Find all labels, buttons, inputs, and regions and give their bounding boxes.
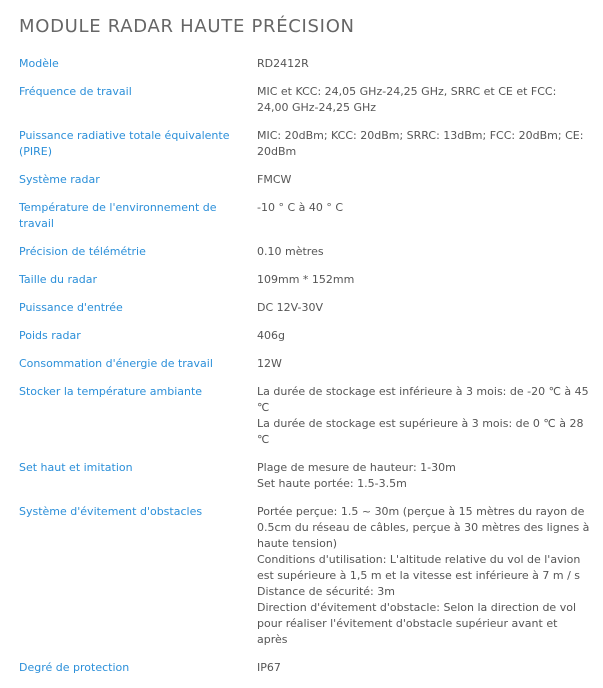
spec-value: DC 12V-30V xyxy=(257,301,324,314)
spec-value: RD2412R xyxy=(257,57,309,70)
spec-value: 0.10 mètres xyxy=(257,245,324,258)
spec-row-input-power xyxy=(19,300,591,328)
spec-row-radar-size xyxy=(19,272,591,300)
spec-row-frequency xyxy=(19,84,591,128)
spec-label: Consommation d'énergie de travail xyxy=(19,357,213,370)
spec-label: Stocker la température ambiante xyxy=(19,385,203,398)
spec-value: 12W xyxy=(257,357,282,370)
spec-value: 109mm * 152mm xyxy=(257,273,355,286)
spec-label: Taille du radar xyxy=(19,273,98,286)
spec-row-power-consumption xyxy=(19,356,591,384)
spec-value: La durée de stockage est inférieure à 3 mois: de -20 ℃ à 45 ℃ La durée de stockage est supérieure à 3 mois: de 0 ℃ à 28 ℃ xyxy=(257,385,589,446)
spec-row-model xyxy=(19,56,591,84)
spec-row-height-setting xyxy=(19,460,591,504)
spec-row-eirp xyxy=(19,128,591,172)
spec-label: Fréquence de travail xyxy=(19,85,132,98)
spec-row-radar-system xyxy=(19,172,591,200)
spec-row-protection-degree xyxy=(19,660,591,688)
spec-label: Set haut et imitation xyxy=(19,461,133,474)
spec-row-ranging-accuracy xyxy=(19,244,591,272)
spec-row-operating-temperature xyxy=(19,200,591,244)
spec-value: FMCW xyxy=(257,173,292,186)
spec-label: Précision de télémétrie xyxy=(19,245,146,258)
spec-value: 406g xyxy=(257,329,285,342)
page-title: MODULE RADAR HAUTE PRÉCISION xyxy=(19,16,355,37)
spec-table xyxy=(19,56,591,688)
spec-row-storage-temperature xyxy=(19,384,591,460)
spec-label: Modèle xyxy=(19,57,59,70)
spec-label: Degré de protection xyxy=(19,661,130,674)
spec-label: Puissance radiative totale équivalente (PIRE) xyxy=(19,129,230,158)
spec-label: Poids radar xyxy=(19,329,81,342)
spec-row-weight xyxy=(19,328,591,356)
spec-value: IP67 xyxy=(257,661,281,674)
spec-value: Portée perçue: 1.5 ~ 30m (perçue à 15 mètres du rayon de 0.5cm du réseau de câbles, perçue à 30 mètres des lignes à haute tension) Conditions d'utilisation: L'altitude relative du vol de l'avion est supérieure à 1,5 m et la vitesse est inférieure à 7 m / s Distance de sécurité: 3m Direction d'évitement d'obstacle: Selon la direction de vol pour réaliser l'évitement d'obstacle supérieur avant et après xyxy=(257,505,590,646)
spec-label: Système d'évitement d'obstacles xyxy=(19,505,203,518)
spec-value: Plage de mesure de hauteur: 1-30m Set haute portée: 1.5-3.5m xyxy=(257,461,456,490)
spec-value: MIC et KCC: 24,05 GHz-24,25 GHz, SRRC et CE et FCC: 24,00 GHz-24,25 GHz xyxy=(257,85,557,114)
spec-value: -10 ° C à 40 ° C xyxy=(257,201,344,214)
spec-label: Système radar xyxy=(19,173,100,186)
spec-label: Température de l'environnement de travail xyxy=(19,201,217,230)
spec-label: Puissance d'entrée xyxy=(19,301,123,314)
spec-value: MIC: 20dBm; KCC: 20dBm; SRRC: 13dBm; FCC: 20dBm; CE: 20dBm xyxy=(257,129,584,158)
spec-row-obstacle-avoidance xyxy=(19,504,591,660)
